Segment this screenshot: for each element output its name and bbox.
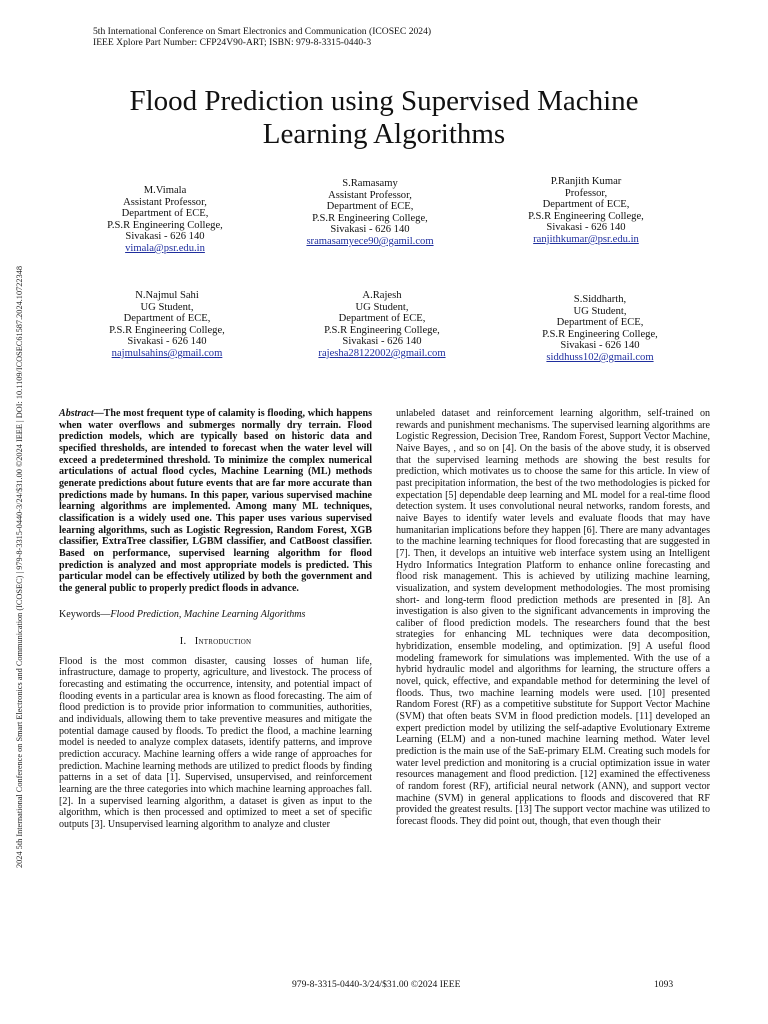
keywords-label: Keywords—: [59, 608, 111, 620]
author-email-link[interactable]: sramasamyece90@gamil.com: [306, 235, 434, 247]
author-email-link[interactable]: najmulsahins@gmail.com: [111, 347, 223, 359]
conference-header: [93, 26, 431, 48]
author-name: A.Rajesh: [362, 290, 402, 301]
keywords: [59, 609, 372, 621]
intro-paragraph-left: Flood is the most common disaster, causing losses of human life, infrastructure, damage to property, agriculture, and livestock. The process of forecasting and estimating the occurrence, intensity, and potential impact of flooding events in a particular area is known as flood forecasting. The aim of flood prediction is to provide prior information to communities, authorities, and individuals, allowing them to take preventive measures and mitigate the potential damage caused by floods. To predict the flood, a machine learning model is needed to analyze complex datasets, identify patterns, and improve prediction accuracy. Machine learning offers a wide range of approaches for prediction. Machine learning methods are utilized to predict floods by finding patterns in a set of data [1]. Supervised, unsupervised, and reinforcement learning are the three categories into which machine learning approaches fall. [2]. In a supervised learning algorithm, a dataset is given as input to the algorithm, which is then processed and optimized to meet a set of specific outputs [3]. Unsupervised learning algorithm to analyze and cluster: [59, 655, 372, 830]
author-dept: Department of ECE,: [542, 199, 630, 211]
author-role: Assistant Professor,: [328, 189, 412, 201]
author-city: Sivakasi - 626 140: [342, 336, 422, 348]
author-email-link[interactable]: vimala@psr.edu.in: [125, 242, 205, 254]
author-college: P.S.R Engineering College,: [107, 219, 223, 231]
author-role: UG Student,: [140, 301, 194, 313]
section-title: Introduction: [194, 636, 252, 648]
author-city: Sivakasi - 626 140: [330, 224, 410, 236]
doi-sidebar-text: 2024 5th International Conference on Smart Electronics and Communication (ICOSEC) | 979-8-3315-0440-3/24/$31.00 ©2024 IEEE | DOI: 10.1109/ICOSEC61587.2024.10722348: [15, 266, 24, 868]
left-column: [59, 408, 372, 831]
author-college: P.S.R Engineering College,: [542, 328, 658, 340]
author-email-link[interactable]: ranjithkumar@psr.edu.in: [533, 233, 639, 245]
author-dept: Department of ECE,: [123, 313, 211, 325]
abstract-text: —The most frequent type of calamity is flooding, which happens when water overflows and submerges normally dry terrain. Flood prediction models, which are typically based on historic data and specified thresholds, are intended to forecast when the water level will exceed a predetermined threshold. To minimize the complex numerical articulations of actual flood cycles, Machine Learning (ML) methods generate predictions about future events that are far more accurate than predictions made by humans. In this paper, various supervised machine learning algorithms are implemented. Among many ML techniques, classification is a widely used one. This paper uses various supervised learning algorithms, such as Logistic Regression, Random Forest, XGB classifier, ExtraTree classifier, LGBM classifier, and CatBoost classifier. Based on performance, supervised learning algorithm for flood prediction is analyzed and most appropriate models is predicted. This particular model can be effectively utilized by both the government and the general public to properly predict floods in advance.: [59, 408, 372, 594]
author-city: Sivakasi - 626 140: [546, 222, 626, 234]
author-block: [65, 185, 265, 255]
author-block: [500, 294, 700, 364]
author-email-link[interactable]: siddhuss102@gmail.com: [546, 351, 654, 363]
title-line-2: Learning Algorithms: [262, 118, 506, 150]
author-dept: Department of ECE,: [338, 313, 426, 325]
author-city: Sivakasi - 626 140: [125, 231, 205, 243]
abstract-lead: Abstract: [59, 408, 94, 419]
author-block: [270, 178, 470, 248]
author-role: Assistant Professor,: [123, 196, 207, 208]
author-name: S.Ramasamy: [342, 178, 398, 189]
intro-paragraph-right: unlabeled dataset and reinforcement learning algorithm, self-trained on rewards and punishment mechanisms. The supervised learning algorithms are Logistic Regression, Decision Tree, Random Forest, Support Vector Machine, Naive Bayes, , and so on [4]. On the basis of the above study, it is observed that the supervised learning methods are showing the best results for prediction, which motivates us to choose the same for this article. In view of past precipitation information, the best of the two methodologies is picked for expectation [5] dependable deep learning and ML model for a real-time flood detection system. It uses convolutional neural networks, random forests, and naive Bayes to identify water levels and evaluate floods that may have humanitarian implications before they happen [6]. There are many advantages to the machine learning techniques for flood forecasting that are suggested in [7]. Then, it develops an intuitive web interface system using an Intelligent Hydro Informatics Integration Platform to enhance online forecasting and flood risk management. This is achieved by utilizing machine learning, visualization, and system development methodologies. The most promising short- and long-term flood prediction methods are presented in [8]. An investigation is also given to the significant advancements in improving the caliber of flood prediction models. The researchers found that the best strategies for enhancing ML techniques were data decomposition, hybridization, ensemble modeling, and optimization. [9] A useful flood modeling framework for simulations was implemented. With the use of a hybrid hydraulic model and algorithms for learning, the structure offers a novel, quick, effective, and expandable method for determining the level of floods. Thus, two machine learning models were used. [10] presented Random Forest (RF) as a competitive substitute for Support Vector Machine (SVM) that often beats SVM in flood prediction models. [11] developed an expert prediction model by utilizing the self-adaptive Evolutionary Extreme Learning (ELM) and a non-tuned machine learning method. Water level prediction is the main use of the SaE-primary ELM. Creating such models for water level prediction and monitoring is a crucial optimization issue in water resources management and flood prediction. [12] examined the effectiveness of random forest (RF), artificial neural network (ANN), and support vector machine (SVM) in general applications to floods and discovered that RF provided the greatest results. [13] The support vector machine was utilized to forecast floods. They did point out, though, that even though their: [396, 408, 710, 827]
author-college: P.S.R Engineering College,: [324, 324, 440, 336]
author-role: UG Student,: [355, 301, 409, 313]
author-dept: Department of ECE,: [326, 201, 414, 213]
author-email-link[interactable]: rajesha28122002@gmail.com: [318, 347, 446, 359]
page-number: 1093: [654, 979, 674, 990]
conference-isbn: IEEE Xplore Part Number: CFP24V90-ART; ISBN: 979-8-3315-0440-3: [93, 37, 372, 48]
author-college: P.S.R Engineering College,: [109, 324, 225, 336]
section-heading: [59, 636, 372, 648]
section-numeral: I.: [179, 636, 187, 648]
author-dept: Department of ECE,: [121, 208, 209, 220]
title-line-1: Flood Prediction using Supervised Machine: [129, 85, 639, 117]
paper-title: [60, 85, 708, 151]
abstract: [59, 408, 372, 595]
author-dept: Department of ECE,: [556, 317, 644, 329]
author-city: Sivakasi - 626 140: [560, 340, 640, 352]
author-block: [486, 176, 686, 246]
author-block: [67, 290, 267, 360]
author-name: P.Ranjith Kumar: [550, 176, 622, 187]
author-name: M.Vimala: [143, 185, 187, 196]
author-college: P.S.R Engineering College,: [528, 210, 644, 222]
author-name: N.Najmul Sahi: [135, 290, 199, 301]
author-name: S.Siddharth,: [573, 294, 627, 305]
author-role: Professor,: [564, 187, 608, 199]
author-college: P.S.R Engineering College,: [312, 212, 428, 224]
author-city: Sivakasi - 626 140: [127, 336, 207, 348]
conference-name: 5th International Conference on Smart Electronics and Communication (ICOSEC 2024): [93, 26, 432, 37]
footer-copyright: 979-8-3315-0440-3/24/$31.00 ©2024 IEEE: [292, 979, 461, 990]
keywords-text: Flood Prediction, Machine Learning Algorithms: [110, 608, 306, 620]
author-block: [282, 290, 482, 360]
author-role: UG Student,: [573, 305, 627, 317]
right-column: [396, 408, 710, 828]
